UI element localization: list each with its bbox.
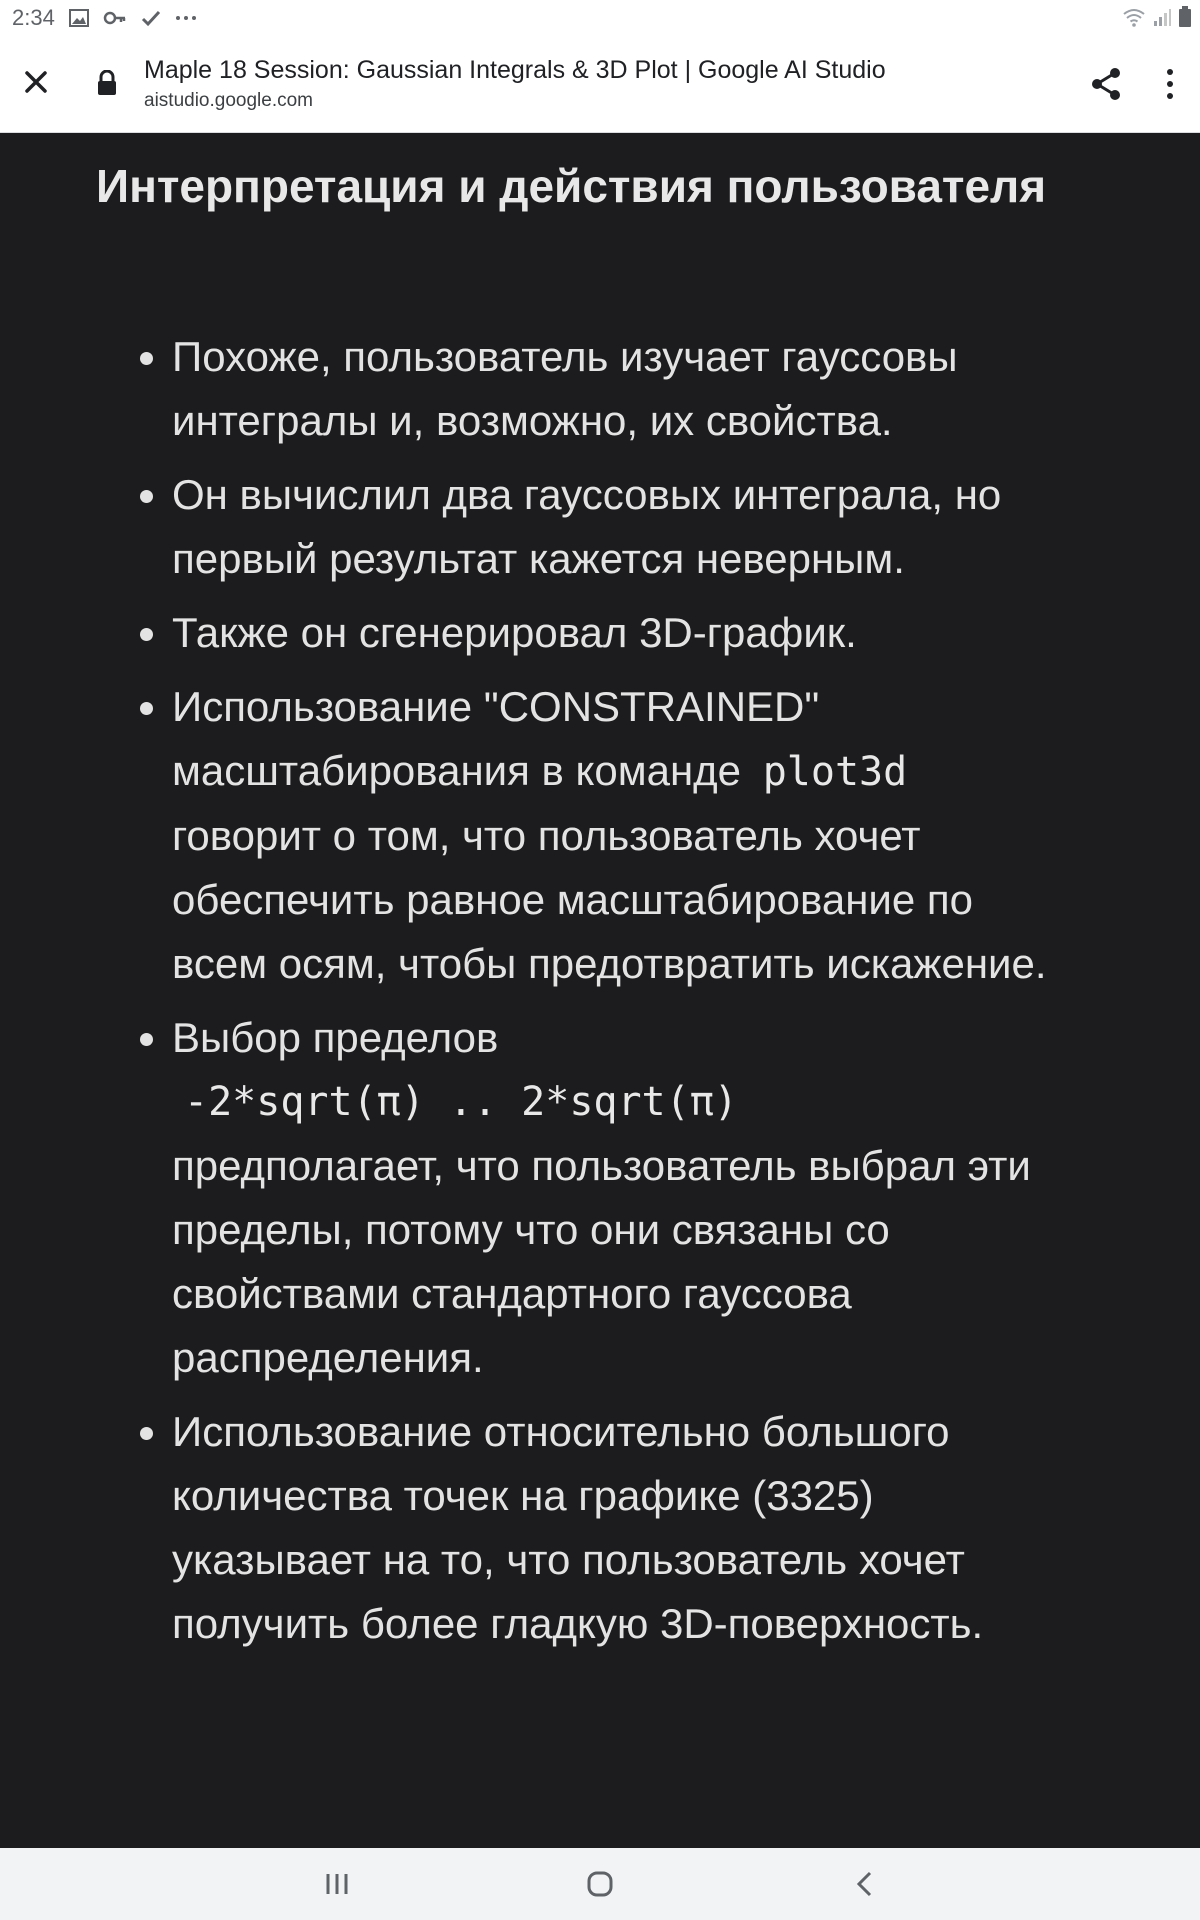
section-heading: Интерпретация и действия пользователя: [96, 160, 1047, 212]
list-item-text-after: предполагает, что пользователь выбрал эти пределы, потому что они связаны со свойствами стандартного гауссова распределения.: [172, 1142, 1031, 1381]
status-right: [1122, 6, 1192, 28]
main-content: [0, 133, 1200, 1848]
list-item: [172, 325, 1052, 453]
list-item-text: Использование относительно большого количества точек на графике (3325) указывает на то, что пользователь хочет получить более гладкую 3D-поверхность.: [172, 1408, 984, 1647]
vertical-dots-icon: [1158, 64, 1182, 104]
overflow-menu-button[interactable]: [1158, 64, 1182, 104]
back-icon: [845, 1864, 885, 1904]
battery-icon: [1178, 6, 1192, 28]
share-icon: [1086, 64, 1126, 104]
list-item-text: Он вычислил два гауссовых интеграла, но первый результат кажется неверным.: [172, 471, 1002, 582]
list-item-text: Также он сгенерировал 3D-график.: [172, 609, 857, 656]
close-icon: [18, 64, 54, 100]
list-item: [172, 675, 1052, 996]
list-item-text-before: Выбор пределов: [172, 1014, 499, 1061]
lock-icon: [96, 70, 118, 96]
recent-apps-icon: [317, 1864, 357, 1904]
page-title: Maple 18 Session: Gaussian Integrals & 3D Plot | Google AI Studio: [144, 56, 886, 84]
browser-header: [0, 36, 1200, 133]
inline-code: plot3d: [762, 749, 908, 795]
bullet-list: [172, 325, 1052, 1666]
signal-icon: [1152, 7, 1172, 27]
list-item-text-before: Использование "CONSTRAINED" масштабирования в команде: [172, 683, 820, 794]
list-item-text-after: говорит о том, что пользователь хочет обеспечить равное масштабирование по всем осям, чтобы предотвратить искажение.: [172, 812, 1047, 987]
close-button[interactable]: [18, 64, 54, 100]
inline-code: -2*sqrt(π) .. 2*sqrt(π): [184, 1079, 738, 1125]
list-item: [172, 1400, 1052, 1656]
key-icon: [103, 8, 127, 28]
home-icon: [580, 1864, 620, 1904]
list-item: [172, 1006, 1052, 1390]
share-button[interactable]: [1086, 64, 1126, 104]
list-item-text: Похоже, пользователь изучает гауссовы интегралы и, возможно, их свойства.: [172, 333, 958, 444]
check-icon: [141, 8, 161, 28]
status-time: 2:34: [12, 5, 55, 30]
more-dots-icon: [175, 8, 197, 28]
page-url[interactable]: aistudio.google.com: [144, 90, 313, 111]
status-left: [12, 5, 197, 31]
back-button[interactable]: [845, 1864, 885, 1904]
recent-apps-button[interactable]: [317, 1864, 357, 1904]
list-item: [172, 463, 1052, 591]
wifi-icon: [1122, 7, 1146, 27]
system-nav-bar: [0, 1848, 1200, 1920]
gallery-icon: [69, 8, 89, 28]
status-bar: [0, 0, 1200, 36]
list-item: [172, 601, 1052, 665]
home-button[interactable]: [580, 1864, 620, 1904]
